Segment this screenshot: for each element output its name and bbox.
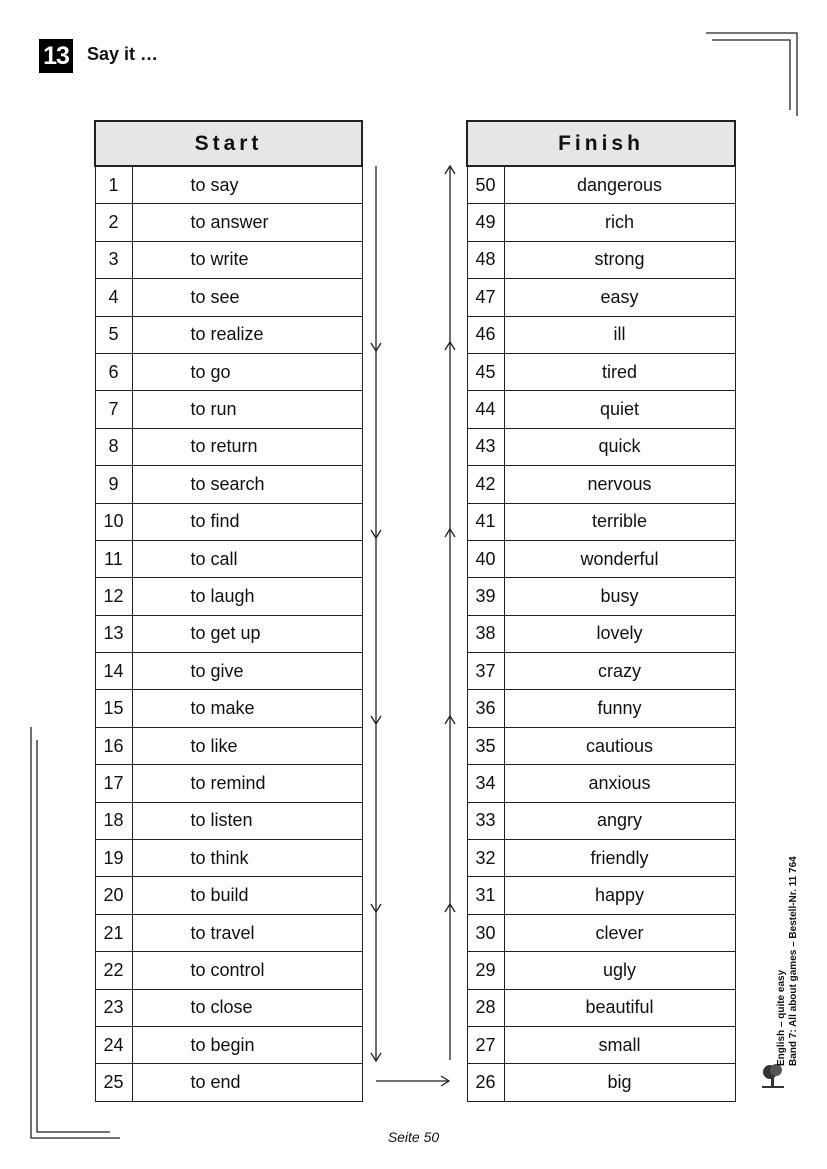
row-word: friendly bbox=[504, 840, 735, 877]
row-number: 49 bbox=[467, 204, 504, 241]
row-number: 36 bbox=[467, 690, 504, 727]
row-number: 16 bbox=[95, 727, 132, 764]
row-number: 41 bbox=[467, 503, 504, 540]
finish-header: Finish bbox=[467, 121, 735, 166]
row-number: 27 bbox=[467, 1026, 504, 1063]
row-word: crazy bbox=[504, 653, 735, 690]
row-word: ill bbox=[504, 316, 735, 353]
publisher-line-1: English – quite easy bbox=[776, 969, 787, 1066]
row-word: anxious bbox=[504, 765, 735, 802]
row-number: 12 bbox=[95, 578, 132, 615]
row-word: to call bbox=[132, 540, 362, 577]
row-number: 37 bbox=[467, 653, 504, 690]
row-word: to go bbox=[132, 353, 362, 390]
exercise-number: 13 bbox=[39, 39, 73, 73]
row-word: to end bbox=[132, 1064, 362, 1101]
row-number: 11 bbox=[95, 540, 132, 577]
row-number: 33 bbox=[467, 802, 504, 839]
row-word: to get up bbox=[132, 615, 362, 652]
page-number: Seite 50 bbox=[387, 1129, 440, 1145]
row-number: 5 bbox=[95, 316, 132, 353]
row-word: tired bbox=[504, 353, 735, 390]
row-number: 1 bbox=[95, 166, 132, 204]
row-word: to build bbox=[132, 877, 362, 914]
row-number: 7 bbox=[95, 391, 132, 428]
row-word: to search bbox=[132, 466, 362, 503]
row-word: to listen bbox=[132, 802, 362, 839]
row-word: to make bbox=[132, 690, 362, 727]
row-word: big bbox=[504, 1064, 735, 1101]
row-number: 13 bbox=[95, 615, 132, 652]
row-number: 30 bbox=[467, 914, 504, 951]
row-number: 43 bbox=[467, 428, 504, 465]
exercise-title: Say it … bbox=[87, 44, 159, 64]
row-number: 8 bbox=[95, 428, 132, 465]
row-number: 46 bbox=[467, 316, 504, 353]
row-word: easy bbox=[504, 279, 735, 316]
row-word: to realize bbox=[132, 316, 362, 353]
row-word: to find bbox=[132, 503, 362, 540]
row-word: to run bbox=[132, 391, 362, 428]
row-number: 47 bbox=[467, 279, 504, 316]
row-number: 4 bbox=[95, 279, 132, 316]
row-word: to think bbox=[132, 840, 362, 877]
row-word: to write bbox=[132, 241, 362, 278]
row-word: to give bbox=[132, 653, 362, 690]
row-number: 3 bbox=[95, 241, 132, 278]
start-header: Start bbox=[95, 121, 362, 166]
row-number: 28 bbox=[467, 989, 504, 1026]
row-number: 50 bbox=[467, 166, 504, 204]
row-word: small bbox=[504, 1026, 735, 1063]
row-number: 23 bbox=[95, 989, 132, 1026]
row-word: lovely bbox=[504, 615, 735, 652]
row-number: 31 bbox=[467, 877, 504, 914]
row-number: 24 bbox=[95, 1026, 132, 1063]
row-number: 20 bbox=[95, 877, 132, 914]
row-number: 10 bbox=[95, 503, 132, 540]
row-number: 45 bbox=[467, 353, 504, 390]
row-number: 35 bbox=[467, 727, 504, 764]
row-number: 34 bbox=[467, 765, 504, 802]
row-number: 18 bbox=[95, 802, 132, 839]
row-number: 40 bbox=[467, 540, 504, 577]
row-number: 14 bbox=[95, 653, 132, 690]
row-number: 38 bbox=[467, 615, 504, 652]
row-word: terrible bbox=[504, 503, 735, 540]
row-word: to see bbox=[132, 279, 362, 316]
row-number: 39 bbox=[467, 578, 504, 615]
row-number: 22 bbox=[95, 952, 132, 989]
row-word: to begin bbox=[132, 1026, 362, 1063]
row-word: happy bbox=[504, 877, 735, 914]
row-word: quiet bbox=[504, 391, 735, 428]
row-word: to say bbox=[132, 166, 362, 204]
row-number: 9 bbox=[95, 466, 132, 503]
row-word: to answer bbox=[132, 204, 362, 241]
row-word: busy bbox=[504, 578, 735, 615]
row-word: rich bbox=[504, 204, 735, 241]
bottom-left-frame bbox=[31, 727, 120, 1138]
publisher-info bbox=[776, 856, 800, 1066]
row-word: dangerous bbox=[504, 166, 735, 204]
row-word: nervous bbox=[504, 466, 735, 503]
row-number: 2 bbox=[95, 204, 132, 241]
row-number: 25 bbox=[95, 1064, 132, 1101]
row-word: to return bbox=[132, 428, 362, 465]
row-word: angry bbox=[504, 802, 735, 839]
row-number: 48 bbox=[467, 241, 504, 278]
row-number: 15 bbox=[95, 690, 132, 727]
row-number: 29 bbox=[467, 952, 504, 989]
publisher-line-2: Band 7: All about games – Bestell-Nr. 11 764 bbox=[788, 856, 799, 1066]
row-number: 21 bbox=[95, 914, 132, 951]
row-number: 42 bbox=[467, 466, 504, 503]
row-word: to like bbox=[132, 727, 362, 764]
row-word: beautiful bbox=[504, 989, 735, 1026]
row-word: quick bbox=[504, 428, 735, 465]
row-word: to laugh bbox=[132, 578, 362, 615]
row-word: to close bbox=[132, 989, 362, 1026]
row-word: to remind bbox=[132, 765, 362, 802]
row-word: to travel bbox=[132, 914, 362, 951]
row-number: 44 bbox=[467, 391, 504, 428]
row-word: cautious bbox=[504, 727, 735, 764]
top-right-frame bbox=[706, 33, 797, 116]
row-word: wonderful bbox=[504, 540, 735, 577]
row-word: ugly bbox=[504, 952, 735, 989]
row-number: 6 bbox=[95, 353, 132, 390]
row-number: 17 bbox=[95, 765, 132, 802]
row-word: to control bbox=[132, 952, 362, 989]
row-word: strong bbox=[504, 241, 735, 278]
row-number: 19 bbox=[95, 840, 132, 877]
row-number: 26 bbox=[467, 1064, 504, 1101]
row-number: 32 bbox=[467, 840, 504, 877]
row-word: funny bbox=[504, 690, 735, 727]
row-word: clever bbox=[504, 914, 735, 951]
